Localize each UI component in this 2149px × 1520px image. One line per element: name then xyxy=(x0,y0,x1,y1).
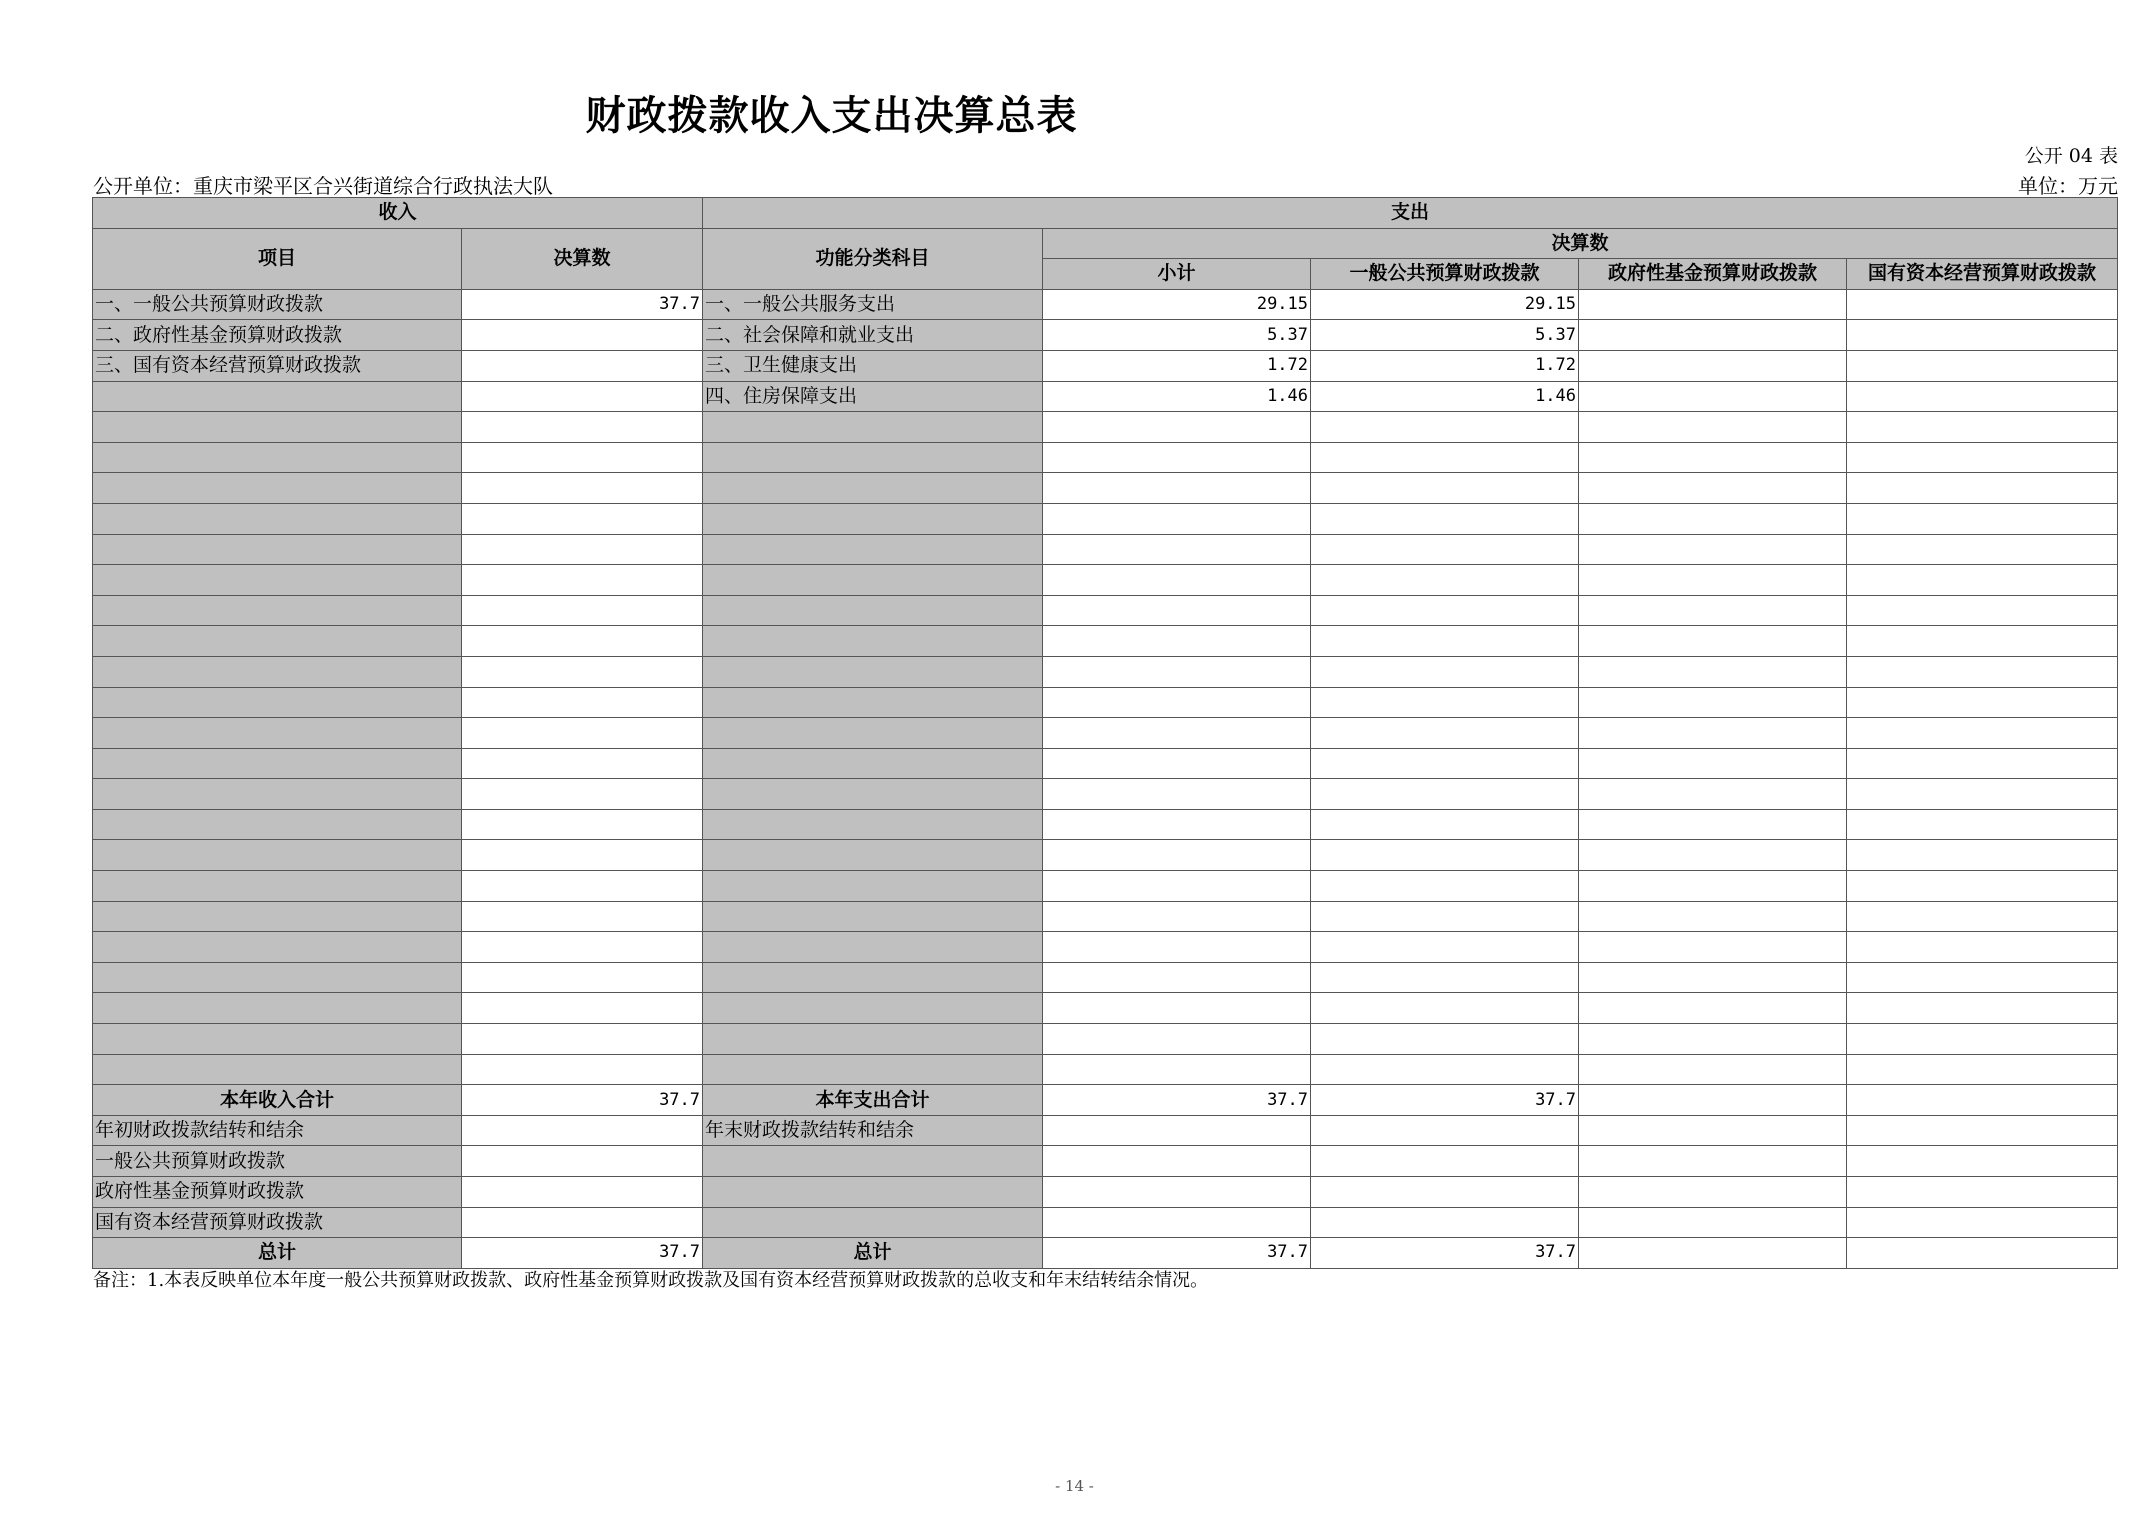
empty-cell xyxy=(93,840,462,871)
empty-cell xyxy=(1311,503,1579,534)
table-row xyxy=(93,289,2118,320)
empty-row xyxy=(93,901,2118,932)
empty-cell xyxy=(1043,1207,1311,1238)
empty-cell xyxy=(93,687,462,718)
empty-cell xyxy=(1043,809,1311,840)
empty-row xyxy=(93,871,2118,902)
empty-cell xyxy=(1847,1207,2118,1238)
empty-cell xyxy=(1579,565,1847,596)
year-total-row xyxy=(93,1085,2118,1116)
empty-row xyxy=(93,932,2118,963)
empty-cell xyxy=(1847,779,2118,810)
empty-row xyxy=(93,779,2118,810)
empty-cell xyxy=(93,534,462,565)
empty-row xyxy=(93,473,2118,504)
empty-cell xyxy=(703,840,1043,871)
empty-cell xyxy=(703,626,1043,657)
expense-header: 支出 xyxy=(703,198,2118,229)
empty-cell xyxy=(1847,1085,2118,1116)
empty-row xyxy=(93,993,2118,1024)
empty-cell xyxy=(1043,748,1311,779)
empty-cell xyxy=(1311,1146,1579,1177)
empty-cell xyxy=(462,1146,703,1177)
empty-cell xyxy=(703,779,1043,810)
unit-label: 单位：万元 xyxy=(2018,174,2118,198)
form-number: 公开 04 表 xyxy=(2024,145,2118,167)
empty-cell xyxy=(1043,779,1311,810)
empty-cell xyxy=(462,962,703,993)
empty-cell xyxy=(1043,595,1311,626)
empty-cell xyxy=(462,565,703,596)
empty-cell xyxy=(1043,871,1311,902)
empty-cell xyxy=(1043,901,1311,932)
income-amount xyxy=(462,320,703,351)
empty-cell xyxy=(1311,565,1579,596)
empty-cell xyxy=(1311,718,1579,749)
state-capital-value xyxy=(1847,381,2118,412)
empty-row xyxy=(93,809,2118,840)
income-item: 一、一般公共预算财政拨款 xyxy=(93,289,462,320)
empty-cell xyxy=(1579,687,1847,718)
empty-cell xyxy=(703,718,1043,749)
empty-cell xyxy=(1043,962,1311,993)
empty-cell xyxy=(462,932,703,963)
empty-cell xyxy=(1311,412,1579,443)
empty-cell xyxy=(93,1024,462,1055)
empty-cell xyxy=(462,412,703,443)
empty-cell xyxy=(1847,626,2118,657)
empty-cell xyxy=(462,840,703,871)
empty-cell xyxy=(1847,962,2118,993)
empty-cell xyxy=(1043,442,1311,473)
empty-cell xyxy=(93,718,462,749)
empty-cell xyxy=(703,932,1043,963)
empty-cell xyxy=(703,534,1043,565)
gov-fund-value xyxy=(1579,289,1847,320)
general-public-header: 一般公共预算财政拨款 xyxy=(1311,259,1579,290)
empty-cell xyxy=(703,871,1043,902)
gov-fund-value xyxy=(1579,320,1847,351)
empty-cell xyxy=(1579,626,1847,657)
page-number: - 14 - xyxy=(1055,1477,1094,1495)
empty-cell xyxy=(1043,1115,1311,1146)
summary-body xyxy=(93,1085,2118,1269)
empty-cell xyxy=(1579,809,1847,840)
empty-cell xyxy=(93,656,462,687)
empty-cell xyxy=(93,779,462,810)
empty-cell xyxy=(1043,1054,1311,1085)
state-capital-value xyxy=(1847,320,2118,351)
empty-cell xyxy=(703,473,1043,504)
empty-cell xyxy=(703,1177,1043,1208)
empty-cell xyxy=(93,901,462,932)
empty-cell xyxy=(1043,412,1311,443)
empty-cell xyxy=(1847,718,2118,749)
subtotal-value: 1.72 xyxy=(1043,350,1311,381)
empty-cell xyxy=(1043,932,1311,963)
empty-cell xyxy=(703,901,1043,932)
empty-cell xyxy=(1579,534,1847,565)
empty-cell xyxy=(462,1024,703,1055)
empty-row xyxy=(93,748,2118,779)
empty-cell xyxy=(1579,932,1847,963)
empty-row xyxy=(93,687,2118,718)
empty-cell xyxy=(1847,1177,2118,1208)
empty-cell xyxy=(1579,595,1847,626)
document-title: 财政拨款收入支出决算总表 xyxy=(585,92,1078,139)
empty-cell xyxy=(1579,962,1847,993)
empty-cell xyxy=(462,779,703,810)
year-expense-subtotal: 37.7 xyxy=(1043,1085,1311,1116)
empty-cell xyxy=(1847,1115,2118,1146)
grand-income-total-label: 总计 xyxy=(93,1238,462,1269)
begin-balance-label: 年初财政拨款结转和结余 xyxy=(93,1115,462,1146)
empty-cell xyxy=(703,1024,1043,1055)
empty-cell xyxy=(93,932,462,963)
subtotal-value: 29.15 xyxy=(1043,289,1311,320)
income-amount: 37.7 xyxy=(462,289,703,320)
carry-state-capital-label: 国有资本经营预算财政拨款 xyxy=(93,1207,462,1238)
year-income-total-label: 本年收入合计 xyxy=(93,1085,462,1116)
empty-cell xyxy=(1043,656,1311,687)
empty-cell xyxy=(93,871,462,902)
empty-cell xyxy=(1847,534,2118,565)
empty-cell xyxy=(1847,809,2118,840)
empty-cell xyxy=(462,871,703,902)
empty-cell xyxy=(1043,565,1311,596)
empty-cell xyxy=(1847,901,2118,932)
appropriation-table xyxy=(92,197,2118,1269)
empty-cell xyxy=(93,412,462,443)
empty-cell xyxy=(703,748,1043,779)
empty-cell xyxy=(1311,901,1579,932)
empty-cell xyxy=(462,748,703,779)
empty-cell xyxy=(1847,932,2118,963)
empty-cell xyxy=(1579,473,1847,504)
empty-cell xyxy=(1043,473,1311,504)
empty-cell xyxy=(462,534,703,565)
empty-cell xyxy=(1311,779,1579,810)
expense-category: 三、卫生健康支出 xyxy=(703,350,1043,381)
empty-cell xyxy=(703,595,1043,626)
income-item xyxy=(93,381,462,412)
empty-cell xyxy=(93,503,462,534)
carry-general-public-label: 一般公共预算财政拨款 xyxy=(93,1146,462,1177)
empty-cell xyxy=(462,1054,703,1085)
empty-cell xyxy=(93,993,462,1024)
empty-cell xyxy=(1043,1024,1311,1055)
empty-cell xyxy=(1579,779,1847,810)
empty-cell xyxy=(93,962,462,993)
empty-cell xyxy=(462,473,703,504)
empty-cell xyxy=(1579,412,1847,443)
carry-over-row xyxy=(93,1177,2118,1208)
empty-cell xyxy=(1579,656,1847,687)
empty-cell xyxy=(1311,840,1579,871)
empty-cell xyxy=(1847,1054,2118,1085)
empty-cell xyxy=(1847,656,2118,687)
state-capital-value xyxy=(1847,289,2118,320)
income-amount-header: 决算数 xyxy=(462,228,703,289)
grand-total-row xyxy=(93,1238,2118,1269)
empty-cell xyxy=(1847,1238,2118,1269)
empty-cell xyxy=(1043,503,1311,534)
empty-cell xyxy=(1847,993,2118,1024)
table-row xyxy=(93,381,2118,412)
empty-cell xyxy=(1579,993,1847,1024)
year-expense-general: 37.7 xyxy=(1311,1085,1579,1116)
general-public-value: 29.15 xyxy=(1311,289,1579,320)
empty-cell xyxy=(93,626,462,657)
empty-cell xyxy=(93,565,462,596)
empty-cell xyxy=(462,442,703,473)
empty-cell xyxy=(1311,534,1579,565)
grand-expense-subtotal: 37.7 xyxy=(1043,1238,1311,1269)
year-income-total-value: 37.7 xyxy=(462,1085,703,1116)
empty-cell xyxy=(703,687,1043,718)
empty-cell xyxy=(1579,871,1847,902)
income-item: 三、国有资本经营预算财政拨款 xyxy=(93,350,462,381)
empty-row xyxy=(93,412,2118,443)
empty-cell xyxy=(1847,503,2118,534)
subtotal-value: 1.46 xyxy=(1043,381,1311,412)
empty-cell xyxy=(93,748,462,779)
empty-cell xyxy=(1311,1177,1579,1208)
income-header: 收入 xyxy=(93,198,703,229)
empty-cell xyxy=(1311,1207,1579,1238)
empty-cell xyxy=(1579,1146,1847,1177)
table-row xyxy=(93,320,2118,351)
empty-cell xyxy=(1579,901,1847,932)
empty-cell xyxy=(1847,687,2118,718)
carry-over-row xyxy=(93,1207,2118,1238)
empty-cell xyxy=(1311,871,1579,902)
empty-cell xyxy=(1847,595,2118,626)
state-capital-header: 国有资本经营预算财政拨款 xyxy=(1847,259,2118,290)
empty-cell xyxy=(1311,626,1579,657)
empty-cell xyxy=(1311,809,1579,840)
empty-cell xyxy=(1847,565,2118,596)
empty-cell xyxy=(1311,932,1579,963)
empty-cell xyxy=(93,809,462,840)
empty-cell xyxy=(1043,534,1311,565)
empty-row xyxy=(93,840,2118,871)
empty-cell xyxy=(1311,993,1579,1024)
table-row xyxy=(93,350,2118,381)
empty-cell xyxy=(703,809,1043,840)
empty-cell xyxy=(1579,1207,1847,1238)
empty-cell xyxy=(1311,595,1579,626)
empty-row xyxy=(93,656,2118,687)
empty-cell xyxy=(1311,1054,1579,1085)
empty-cell xyxy=(1043,840,1311,871)
empty-cell xyxy=(1579,1054,1847,1085)
empty-row xyxy=(93,1054,2118,1085)
empty-cell xyxy=(1847,748,2118,779)
empty-row xyxy=(93,565,2118,596)
empty-cell xyxy=(1311,962,1579,993)
end-balance-label: 年末财政拨款结转和结余 xyxy=(703,1115,1043,1146)
func-category-header: 功能分类科目 xyxy=(703,228,1043,289)
empty-cell xyxy=(462,687,703,718)
gov-fund-value xyxy=(1579,381,1847,412)
empty-row xyxy=(93,718,2118,749)
empty-cell xyxy=(1579,840,1847,871)
empty-cell xyxy=(1579,1115,1847,1146)
expense-category: 四、住房保障支出 xyxy=(703,381,1043,412)
footnote: 备注：1.本表反映单位本年度一般公共预算财政拨款、政府性基金预算财政拨款及国有资本经营预算财政拨款的总收支和年末结转结余情况。 xyxy=(93,1270,1209,1291)
empty-row xyxy=(93,595,2118,626)
subtotal-value: 5.37 xyxy=(1043,320,1311,351)
empty-cell xyxy=(1043,687,1311,718)
empty-cell xyxy=(462,503,703,534)
carry-over-row xyxy=(93,1115,2118,1146)
expense-amount-header: 决算数 xyxy=(1043,228,2118,259)
income-amount xyxy=(462,350,703,381)
empty-cell xyxy=(462,1177,703,1208)
empty-cell xyxy=(1847,1024,2118,1055)
empty-cell xyxy=(93,1054,462,1085)
empty-cell xyxy=(1579,1177,1847,1208)
empty-cell xyxy=(1579,1085,1847,1116)
empty-cell xyxy=(1311,687,1579,718)
expense-category: 二、社会保障和就业支出 xyxy=(703,320,1043,351)
empty-cell xyxy=(462,656,703,687)
empty-cell xyxy=(1311,1115,1579,1146)
empty-row xyxy=(93,442,2118,473)
empty-cell xyxy=(462,1115,703,1146)
empty-cell xyxy=(1579,1024,1847,1055)
empty-cell xyxy=(703,503,1043,534)
empty-cell xyxy=(1311,473,1579,504)
empty-cell xyxy=(462,626,703,657)
empty-cell xyxy=(1311,1024,1579,1055)
empty-row xyxy=(93,626,2118,657)
empty-cell xyxy=(703,412,1043,443)
empty-cell xyxy=(703,962,1043,993)
gov-fund-value xyxy=(1579,350,1847,381)
empty-row xyxy=(93,503,2118,534)
grand-expense-total-label: 总计 xyxy=(703,1238,1043,1269)
empty-cell xyxy=(703,1054,1043,1085)
general-public-value: 1.72 xyxy=(1311,350,1579,381)
empty-cell xyxy=(462,718,703,749)
subtotal-header: 小计 xyxy=(1043,259,1311,290)
empty-cell xyxy=(1311,656,1579,687)
empty-cell xyxy=(462,993,703,1024)
empty-cell xyxy=(1311,442,1579,473)
empty-cell xyxy=(93,473,462,504)
empty-cell xyxy=(93,595,462,626)
empty-cell xyxy=(1579,1238,1847,1269)
empty-cell xyxy=(1847,442,2118,473)
empty-cell xyxy=(1847,1146,2118,1177)
empty-cell xyxy=(703,993,1043,1024)
empty-cell xyxy=(703,442,1043,473)
empty-row xyxy=(93,1024,2118,1055)
empty-cell xyxy=(703,1146,1043,1177)
empty-cell xyxy=(93,442,462,473)
empty-cell xyxy=(1579,748,1847,779)
gov-fund-header: 政府性基金预算财政拨款 xyxy=(1579,259,1847,290)
general-public-value: 5.37 xyxy=(1311,320,1579,351)
income-amount xyxy=(462,381,703,412)
empty-cell xyxy=(1847,473,2118,504)
organization-label: 公开单位：重庆市梁平区合兴街道综合行政执法大队 xyxy=(93,174,553,198)
empty-cell xyxy=(703,656,1043,687)
empty-cell xyxy=(1579,503,1847,534)
empty-cell xyxy=(1311,748,1579,779)
empty-cell xyxy=(1847,840,2118,871)
empty-cell xyxy=(462,1207,703,1238)
state-capital-value xyxy=(1847,350,2118,381)
empty-row xyxy=(93,962,2118,993)
empty-cell xyxy=(462,809,703,840)
empty-cell xyxy=(462,595,703,626)
empty-cell xyxy=(1043,1177,1311,1208)
empty-row xyxy=(93,534,2118,565)
empty-cell xyxy=(703,1207,1043,1238)
empty-cell xyxy=(1579,718,1847,749)
expense-category: 一、一般公共服务支出 xyxy=(703,289,1043,320)
blank-rows xyxy=(93,412,2118,1085)
empty-cell xyxy=(703,565,1043,596)
empty-cell xyxy=(462,901,703,932)
empty-cell xyxy=(1043,993,1311,1024)
year-expense-total-label: 本年支出合计 xyxy=(703,1085,1043,1116)
empty-cell xyxy=(1579,442,1847,473)
empty-cell xyxy=(1043,718,1311,749)
empty-cell xyxy=(1847,412,2118,443)
carry-over-row xyxy=(93,1146,2118,1177)
table-body xyxy=(93,289,2118,411)
general-public-value: 1.46 xyxy=(1311,381,1579,412)
grand-expense-general: 37.7 xyxy=(1311,1238,1579,1269)
grand-income-total-value: 37.7 xyxy=(462,1238,703,1269)
item-header: 项目 xyxy=(93,228,462,289)
empty-cell xyxy=(1043,1146,1311,1177)
empty-cell xyxy=(1043,626,1311,657)
income-item: 二、政府性基金预算财政拨款 xyxy=(93,320,462,351)
empty-cell xyxy=(1847,871,2118,902)
carry-gov-fund-label: 政府性基金预算财政拨款 xyxy=(93,1177,462,1208)
